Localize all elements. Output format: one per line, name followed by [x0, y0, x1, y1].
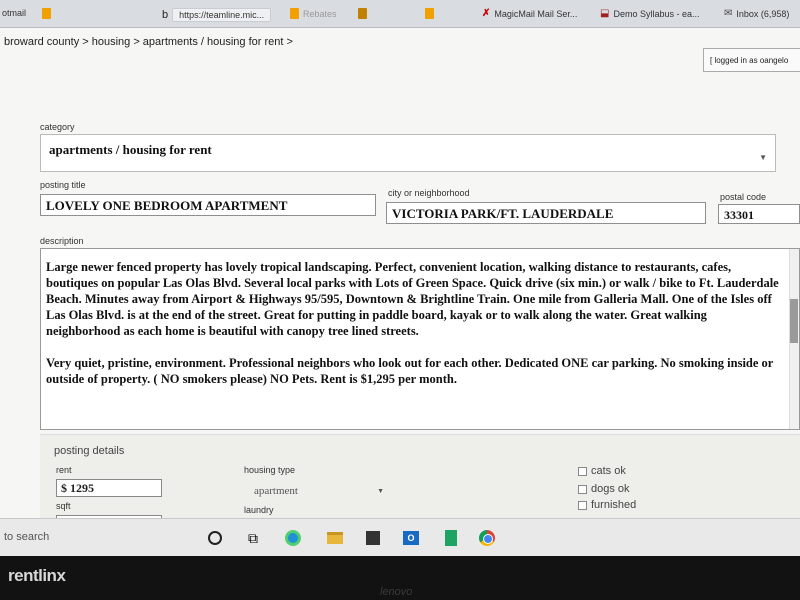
city-label: city or neighborhood [388, 188, 470, 198]
task-view-icon[interactable] [206, 529, 224, 547]
folder-icon[interactable] [425, 8, 434, 19]
bookmark-inbox[interactable] [724, 8, 789, 19]
store-icon[interactable] [364, 529, 382, 547]
file-explorer-icon[interactable] [326, 529, 344, 547]
bookmark-icon: b [162, 9, 169, 21]
chrome-icon[interactable] [478, 529, 496, 547]
housing-type-value: apartment [254, 485, 298, 497]
bookmark-label: Demo Syllabus - ea... [613, 8, 700, 19]
furnished-checkbox[interactable] [578, 499, 636, 511]
checkbox-label: cats ok [591, 465, 626, 477]
checkbox-box[interactable] [578, 485, 587, 494]
taskbar-search[interactable]: to search [4, 531, 50, 543]
posting-title-input[interactable]: LOVELY ONE BEDROOM APARTMENT [40, 194, 376, 216]
posting-details-title: posting details [54, 445, 125, 457]
bookmark-rebates[interactable] [290, 8, 337, 19]
posting-form-page [0, 28, 800, 518]
bookmark-demo-syllabus[interactable] [600, 8, 700, 19]
sqft-label: sqft [56, 501, 71, 511]
scrollbar-thumb[interactable] [790, 299, 798, 343]
breadcrumb[interactable]: broward county > housing > apartments / housing for rent > [4, 36, 293, 48]
description-label: description [40, 236, 84, 246]
bookmark-label: Inbox (6,958) [736, 8, 790, 19]
postal-code-label: postal code [720, 192, 767, 202]
bookmark-magicmail[interactable] [482, 8, 577, 19]
folder-icon[interactable] [42, 8, 51, 19]
laundry-label: laundry [244, 505, 274, 515]
category-value: apartments / housing for rent [49, 142, 212, 157]
housing-type-select[interactable] [254, 483, 384, 503]
folder-icon[interactable] [358, 8, 367, 19]
taskbar [0, 518, 800, 556]
rentlinx-watermark: rentlinx [8, 566, 66, 585]
checkbox-box[interactable] [578, 501, 587, 510]
description-text: Large newer fenced property has lovely tropical landscaping. Perfect, convenient location, walking distance to restaurants, cafes, boutiques on popular Las Olas Blvd. Several local parks with Lots of Green Space. Quick drive (six min.) or walk / bike to Ft. Lauderdale Beach. Minutes away from Airport & Highways 95/595, Downtown & Brightline Train. One mile from Galleria Mall. One of the Isles off Las Olas Blvd. is at the end of the street. Great for putting in paddle board, kayak or to walk along the water. Great walking neighborhood as each home is beautiful with canopy tree lined streets. Very quiet, pristine, environment. Professional neighbors who look out for each other. Dedicated ONE car parking. No smoking inside or outside of property. ( NO smokers please) NO Pets. Rent is $1,295 per month. [46, 260, 779, 386]
chevron-down-icon: ▼ [759, 153, 767, 162]
bookmark-hotmail[interactable] [2, 8, 26, 18]
bookmarks-bar [0, 0, 800, 28]
bookmark-label: otmail [2, 8, 27, 18]
chevron-down-icon: ▼ [377, 487, 384, 495]
bookmark-label: Rebates [303, 8, 337, 19]
rent-input[interactable]: $ 1295 [56, 479, 162, 497]
outlook-icon[interactable]: O [402, 529, 420, 547]
dogs-ok-checkbox[interactable] [578, 483, 630, 495]
checkbox-label: furnished [591, 499, 637, 511]
housing-type-label: housing type [244, 465, 296, 475]
bookmark-label: https://teamline.mic... [172, 8, 271, 22]
rent-label: rent [56, 465, 72, 475]
demo-icon: ⬓ [600, 8, 610, 19]
posting-details-panel [40, 434, 800, 518]
bookmark-label: MagicMail Mail Ser... [494, 8, 578, 19]
checkbox-label: dogs ok [591, 483, 630, 495]
category-select[interactable] [40, 134, 776, 172]
cats-ok-checkbox[interactable] [578, 465, 626, 477]
login-status[interactable]: [ logged in as oangelo [703, 48, 800, 72]
category-label: category [40, 122, 75, 132]
magicmail-icon: ✗ [482, 8, 491, 19]
checkbox-box[interactable] [578, 467, 587, 476]
description-scrollbar[interactable] [789, 249, 799, 430]
posting-title-label: posting title [40, 180, 86, 190]
task-switcher-icon[interactable]: ⧉ [248, 529, 258, 546]
bookmark-teamline[interactable] [162, 8, 271, 22]
postal-code-input[interactable]: 33301 [718, 204, 800, 224]
city-input[interactable]: VICTORIA PARK/FT. LAUDERDALE [386, 202, 706, 224]
sheets-icon[interactable] [442, 529, 460, 547]
folder-icon [290, 8, 299, 19]
mail-icon: ✉ [724, 8, 733, 19]
description-textarea[interactable] [40, 248, 800, 430]
lenovo-logo: lenovo [380, 586, 413, 598]
edge-icon[interactable] [284, 529, 302, 547]
